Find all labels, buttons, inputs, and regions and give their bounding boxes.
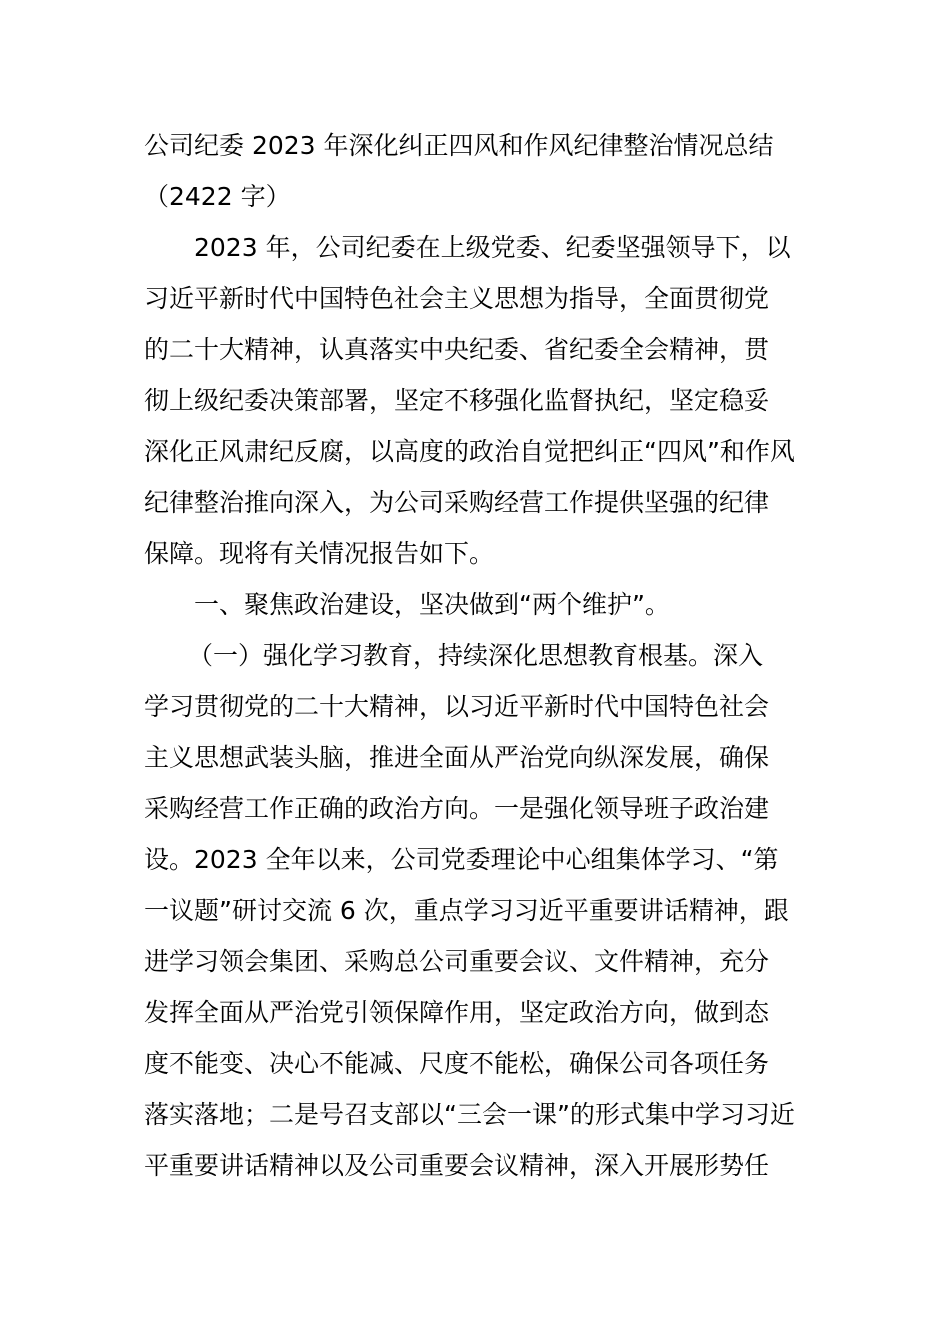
subsection-line: （一）强化学习教育，持续深化思想教育根基。深入 [188,641,764,670]
paragraph-line: 彻上级纪委决策部署，坚定不移强化监督执纪，坚定稳妥 [144,386,770,415]
paragraph-line: 一议题”研讨交流 6 次，重点学习习近平重要讲话精神，跟 [144,896,789,925]
paragraph-line: 2023 年，公司纪委在上级党委、纪委坚强领导下，以 [194,233,791,262]
document-body [144,120,808,1191]
section-heading: 一、聚焦政治建设，坚决做到“两个维护”。 [194,590,670,619]
paragraph-line: 深化正风肃纪反腐，以高度的政治自觉把纠正“四风”和作风 [144,437,795,466]
paragraph-line: 学习贯彻党的二十大精神，以习近平新时代中国特色社会 [144,692,770,721]
paragraph-line: 习近平新时代中国特色社会主义思想为指导，全面贯彻党 [144,284,770,313]
paragraph-line: 度不能变、决心不能减、尺度不能松，确保公司各项任务 [144,1049,770,1078]
paragraph-line: 落实落地；二是号召支部以“三会一课”的形式集中学习习近 [144,1100,795,1129]
paragraph-line: 纪律整治推向深入，为公司采购经营工作提供坚强的纪律 [144,488,770,517]
paragraph-line: 保障。现将有关情况报告如下。 [144,539,495,568]
paragraph-line: 采购经营工作正确的政治方向。一是强化领导班子政治建 [144,794,770,823]
paragraph-line: 主义思想武装头脑，推进全面从严治党向纵深发展，确保 [144,743,770,772]
paragraph-line: 设。2023 全年以来，公司党委理论中心组集体学习、“第 [144,845,779,874]
paragraph-line: 平重要讲话精神以及公司重要会议精神，深入开展形势任 [144,1151,770,1180]
document-title: 公司纪委 2023 年深化纠正四风和作风纪律整治情况总结 [144,131,774,160]
paragraph-line: 的二十大精神，认真落实中央纪委、省纪委全会精神，贯 [144,335,770,364]
paragraph-line: 进学习领会集团、采购总公司重要会议、文件精神，充分 [144,947,770,976]
paragraph-line: 发挥全面从严治党引领保障作用，坚定政治方向，做到态 [144,998,770,1027]
document-title-wordcount: （2422 字） [144,182,291,211]
